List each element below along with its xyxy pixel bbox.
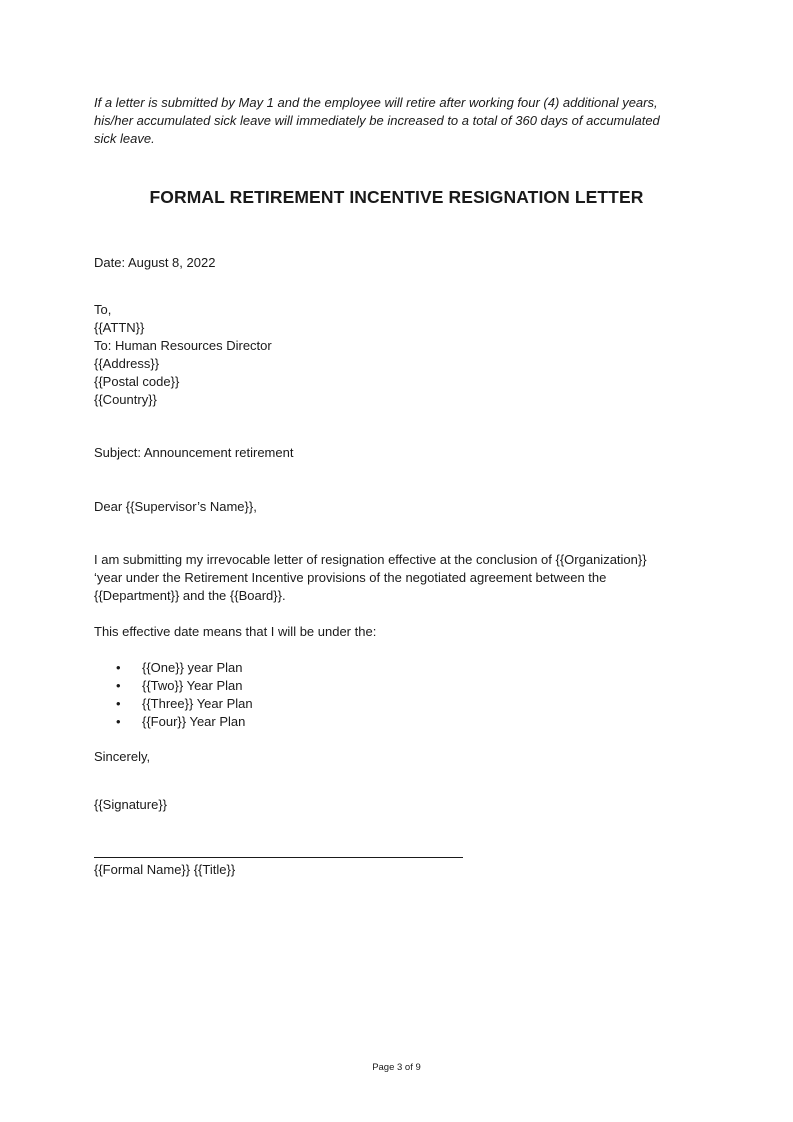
salutation: Dear {{Supervisor’s Name}},	[94, 499, 257, 514]
letter-title: FORMAL RETIREMENT INCENTIVE RESIGNATION LETTER	[149, 187, 644, 207]
signature-line	[94, 857, 463, 858]
closing: Sincerely,	[94, 749, 151, 764]
list-item	[94, 659, 674, 677]
formal-name-title: {{Formal Name}} {{Title}}	[94, 862, 236, 877]
plan-label: {{One}} year Plan	[142, 660, 243, 675]
signature-placeholder: {{Signature}}	[94, 797, 168, 812]
bullet-icon: •	[116, 678, 121, 693]
recipient-postal-code: {{Postal code}}	[94, 374, 180, 389]
list-item	[94, 695, 674, 713]
recipient-to-label: To,	[94, 302, 112, 317]
body-paragraph: I am submitting my irrevocable letter of resignation effective at the conclusion of {{Organization}} ‘year under the Retirement Incentive provisions of the negotiated agreement between the {{Department}} and the {{Board}}.	[94, 552, 647, 603]
intro-note: If a letter is submitted by May 1 and the employee will retire after working four (4) additional years, his/her accumulated sick leave will immediately be increased to a total of 360 days of accumulated sick leave.	[94, 95, 660, 146]
plan-label: {{Three}} Year Plan	[142, 696, 253, 711]
subject-line: Subject: Announcement retirement	[94, 445, 294, 460]
plan-label: {{Four}} Year Plan	[142, 714, 246, 729]
plans-lead-in: This effective date means that I will be under the:	[94, 624, 377, 639]
page-number-footer: Page 3 of 9	[372, 1062, 421, 1073]
bullet-icon: •	[116, 714, 121, 729]
date-line: Date: August 8, 2022	[94, 255, 216, 270]
recipient-attn: {{ATTN}}	[94, 320, 145, 335]
plans-list	[94, 659, 674, 731]
recipient-address	[94, 301, 674, 409]
recipient-position: To: Human Resources Director	[94, 338, 272, 353]
recipient-country: {{Country}}	[94, 392, 157, 407]
list-item	[94, 677, 674, 695]
recipient-street-address: {{Address}}	[94, 356, 160, 371]
plan-label: {{Two}} Year Plan	[142, 678, 243, 693]
bullet-icon: •	[116, 696, 121, 711]
list-item	[94, 713, 674, 731]
bullet-icon: •	[116, 660, 121, 675]
